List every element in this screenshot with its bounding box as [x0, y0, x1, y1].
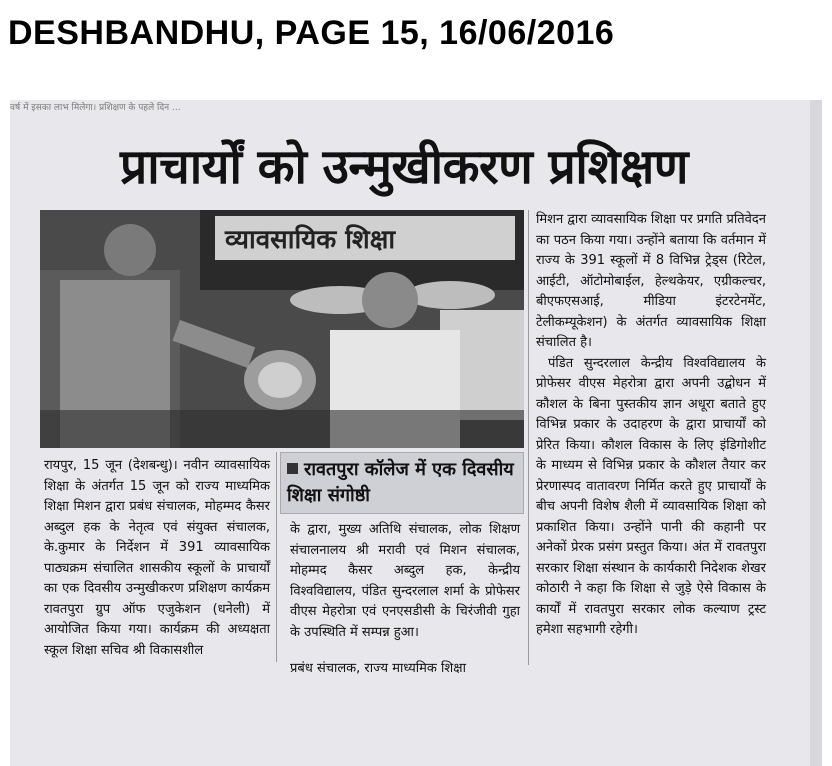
column-divider [276, 452, 277, 662]
page-label: DESHBANDHU, PAGE 15, 16/06/2016 [8, 14, 615, 52]
article-paragraph: मिशन द्वारा व्यावसायिक शिक्षा पर प्रगति प्रतिवेदन का पठन किया गया। उन्होंने बताया कि वर्तमान में राज्य के 391 स्कूलों में 8 विभिन्न ट्रेड्स (रिटेल, आईटी, ऑटोमोबाईल, हेल्थकेयर, एग्रीकल्चर, बीएफएसआई, मीडिया इंटरटेनमेंट, टेलीकम्यूकेशन) के अंतर्गत व्यावसायिक शिक्षा संचालित है। [536, 212, 766, 350]
article-paragraph: रायपुर, 15 जून (देशबन्धु)। नवीन व्यावसायिक शिक्षा के अंतर्गत 15 जून को राज्य माध्यमिक शिक्षा मिशन द्वारा प्रबंध संचालक, मोहम्मद कैसर अब्दुल हक के नेतृत्व एवं संयुक्त संचालक, के.कुमार के निर्देशन में 391 व्यावसायिक पाठ्यक्रम संचालित शासकीय स्कूलों के प्राचार्यों का एक दिवसीय उन्मुखीकरण प्रशिक्षण कार्यक्रम रावतपुरा ग्रुप ऑफ एजुकेशन (धनेली) में आयोजित किया गया। कार्यक्रम की अध्यक्षता स्कूल शिक्षा सचिव श्री विकासशील [44, 458, 270, 658]
photo-illustration [40, 210, 524, 448]
column-divider [528, 210, 529, 665]
article-column-1 [44, 456, 270, 661]
article-paragraph: पंडित सुन्दरलाल केन्द्रीय विश्वविद्यालय के प्रोफेसर वीएस मेहरोत्रा द्वारा अपनी उद्बोधन में कौशल के बिना पुस्तकीय ज्ञान अधूरा बताते हुए विभिन्न प्रकार के उदाहरण के द्वारा प्राचार्यों को प्रेरित किया। कौशल विकास के लिए इंडिगोशीट के माध्यम से विभिन्न प्रकार के कौशल तैयार कर प्रेरणास्पद वातावरण निर्मित करते हुए प्राचार्यों के बीच अपनी विशेष शैली में व्यावसायिक शिक्षा को प्रकाशित किया। उन्होंने पानी की कहानी पर अनेकों प्रेरक प्रसंग प्रस्तुत किया। अंत में रावतपुरा सरकार शिक्षा संस्थान के कार्यकारी निदेशक शेखर कोठारी ने कहा कि शिक्षा से जुड़े ऐसे विकास के कार्यों में रावतपुरा सरकार लोक कल्याण ट्रस्ट हमेशा सहभागी रहेगी। [536, 355, 766, 637]
article-paragraph: के द्वारा, मुख्य अतिथि संचालक, लोक शिक्षण संचालनालय श्री मरावी एवं मिशन संचालक, मोहम्मद कैसर अब्दुल हक, केन्द्रीय विश्वविद्यालय, पंडित सुन्दरलाल शर्मा के प्रोफेसर वीएस मेहरोत्रा एवं एनएसडीसी के चिरंजीवी गुहा के उपस्थिति में सम्पन्न हुआ। [290, 522, 520, 640]
scan-edge [810, 100, 822, 766]
photo-banner-text: व्यावसायिक शिक्षा [225, 225, 396, 255]
article-column-3 [536, 210, 766, 641]
article-subheading [280, 452, 524, 514]
article-headline: प्राचार्यों को उन्मुखीकरण प्रशिक्षण [119, 139, 689, 195]
article-column-2 [290, 520, 520, 680]
clipping-top-strip: वर्ष में इसका लाभ मिलेगा। प्रशिक्षण के पहले दिन ... [10, 103, 181, 112]
subheading-text: रावतपुरा कॉलेज में एक दिवसीय शिक्षा संगोष्ठी [287, 459, 514, 506]
article-photo [40, 210, 524, 448]
article-paragraph: प्रबंध संचालक, राज्य माध्यमिक शिक्षा [290, 661, 466, 676]
square-bullet-icon [287, 463, 298, 474]
